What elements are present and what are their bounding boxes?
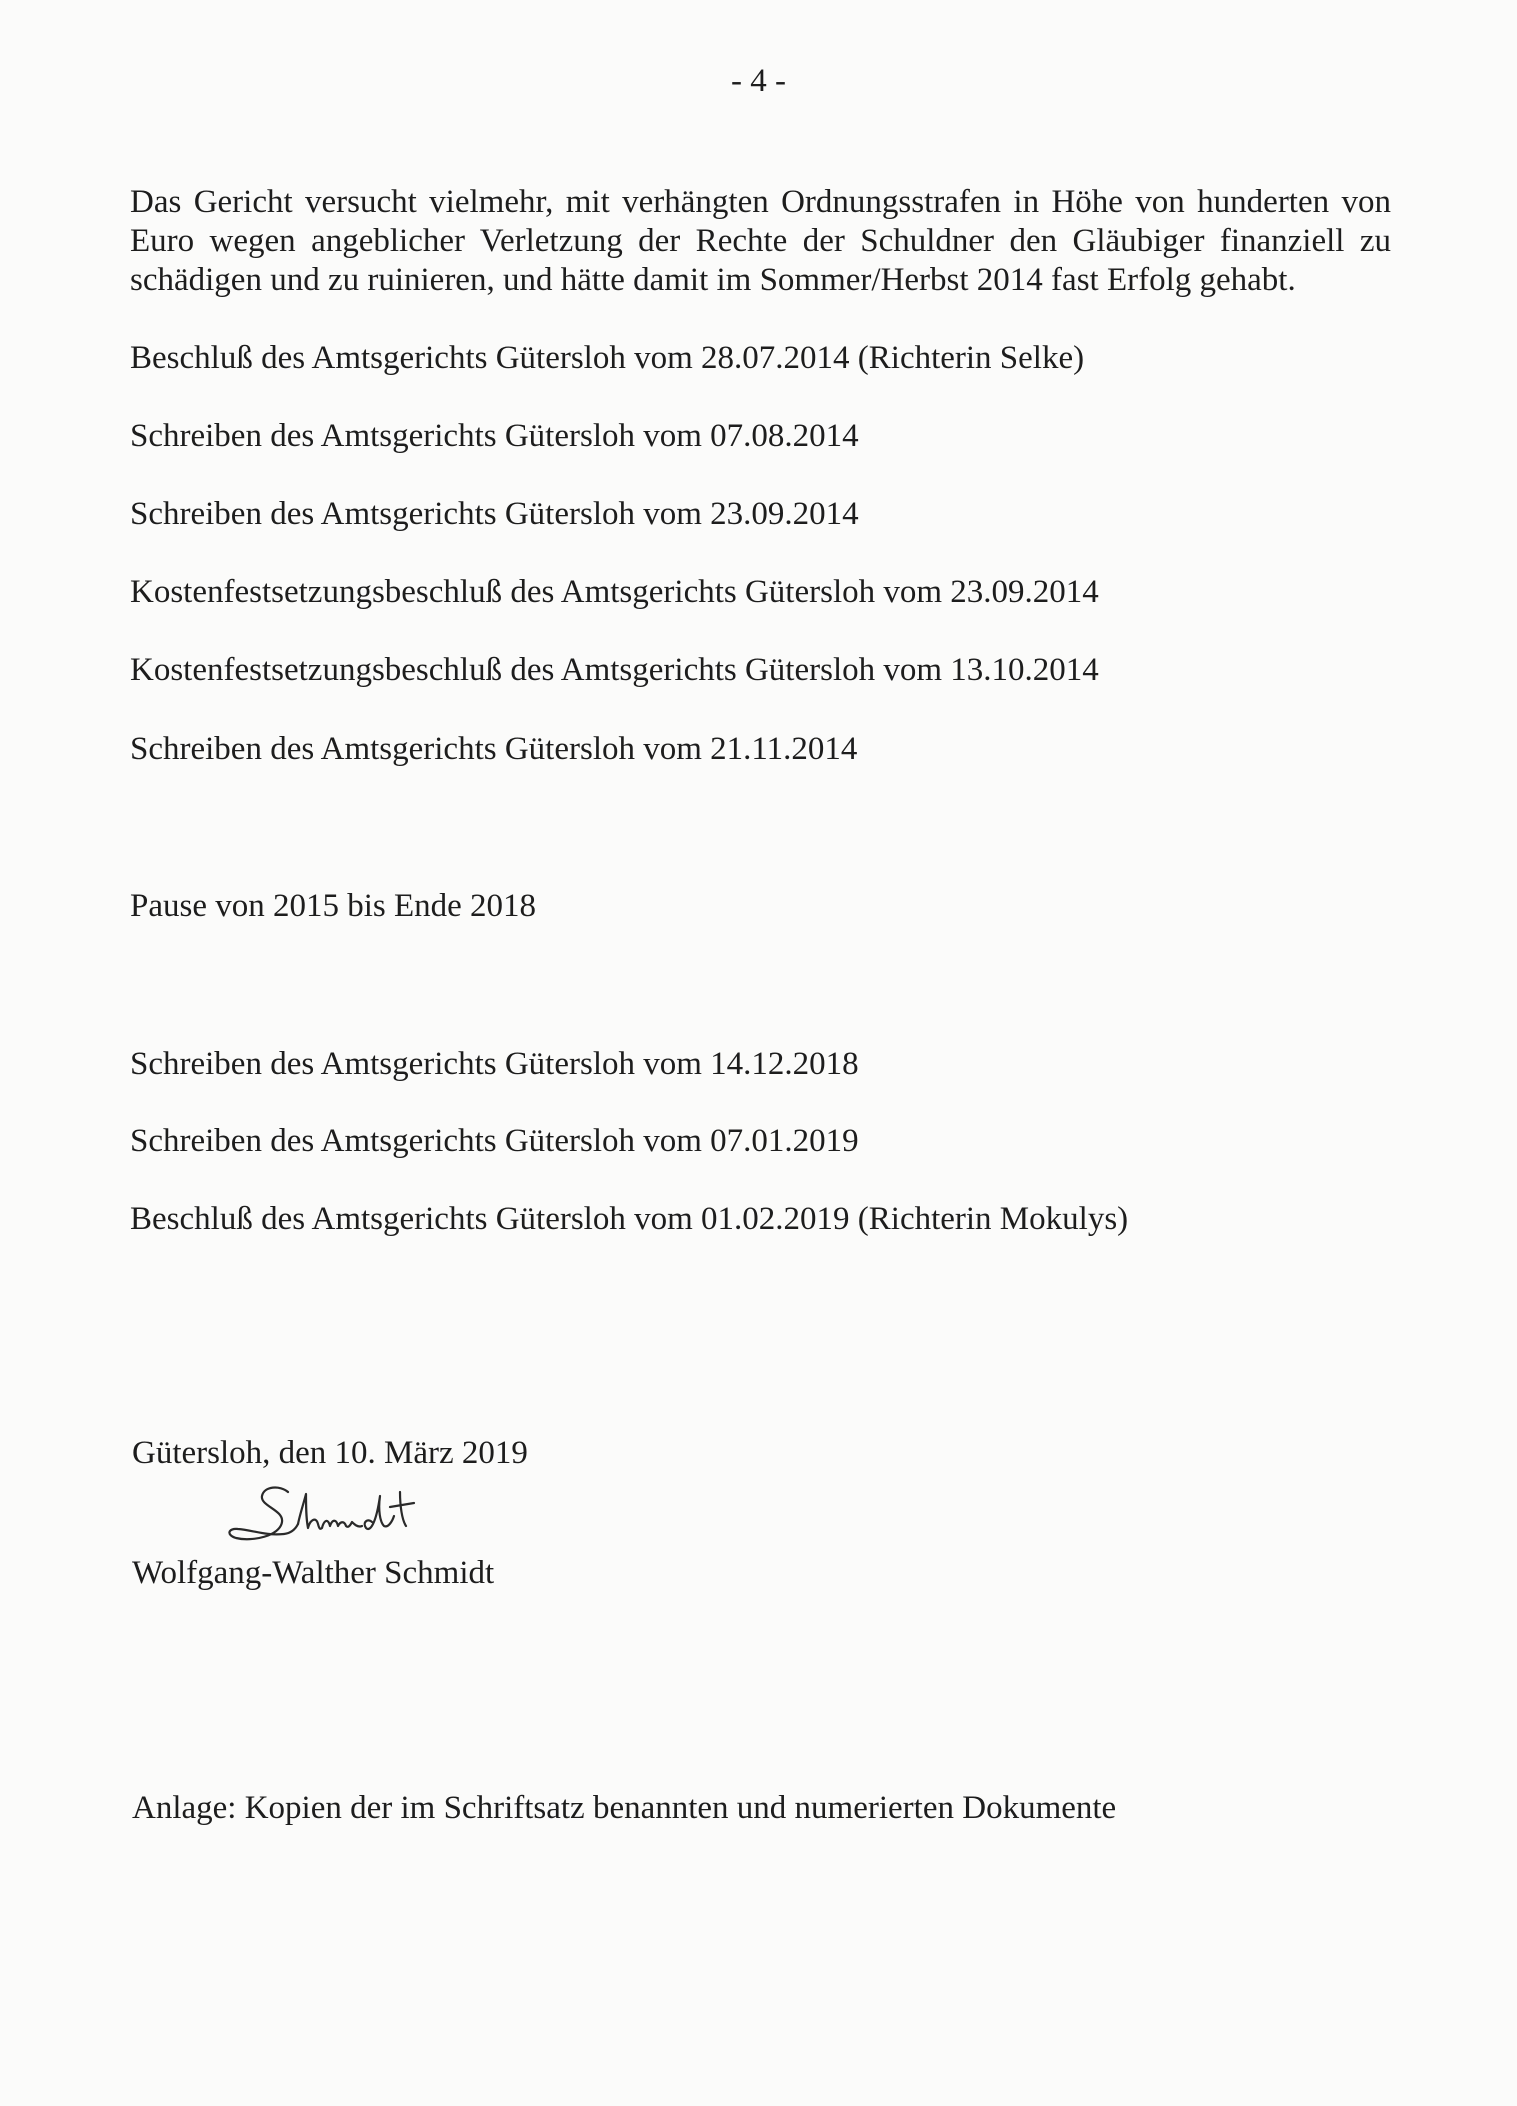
document-reference: Schreiben des Amtsgerichts Gütersloh vom 07.08.2014 [130,418,859,454]
page-number: - 4 - [731,63,786,99]
paragraph-line: schädigen und zu ruinieren, und hätte damit im Sommer/Herbst 2014 fast Erfolg gehabt. [130,262,1296,298]
document-reference: Schreiben des Amtsgerichts Gütersloh vom 14.12.2018 [130,1046,859,1082]
attachment-note: Anlage: Kopien der im Schriftsatz benannten und numerierten Dokumente [132,1790,1117,1826]
document-reference: Schreiben des Amtsgerichts Gütersloh vom 23.09.2014 [130,496,859,532]
signature-image [222,1482,427,1552]
paragraph-line: Das Gericht versucht vielmehr, mit verhängten Ordnungsstrafen in Höhe von hunderten von [130,184,1391,220]
paragraph-line: Euro wegen angeblicher Verletzung der Rechte der Schuldner den Gläubiger finanziell zu [130,223,1391,259]
document-reference: Beschluß des Amtsgerichts Gütersloh vom 28.07.2014 (Richterin Selke) [130,340,1085,376]
document-reference: Beschluß des Amtsgerichts Gütersloh vom 01.02.2019 (Richterin Mokulys) [130,1201,1129,1237]
document-reference: Schreiben des Amtsgerichts Gütersloh vom 07.01.2019 [130,1123,859,1159]
signatory-name: Wolfgang-Walther Schmidt [132,1555,495,1591]
document-reference: Kostenfestsetzungsbeschluß des Amtsgerichts Gütersloh vom 13.10.2014 [130,652,1099,688]
place-date: Gütersloh, den 10. März 2019 [132,1435,528,1471]
document-reference: Kostenfestsetzungsbeschluß des Amtsgerichts Gütersloh vom 23.09.2014 [130,574,1099,610]
pause-note: Pause von 2015 bis Ende 2018 [130,888,537,924]
document-reference: Schreiben des Amtsgerichts Gütersloh vom 21.11.2014 [130,731,858,767]
